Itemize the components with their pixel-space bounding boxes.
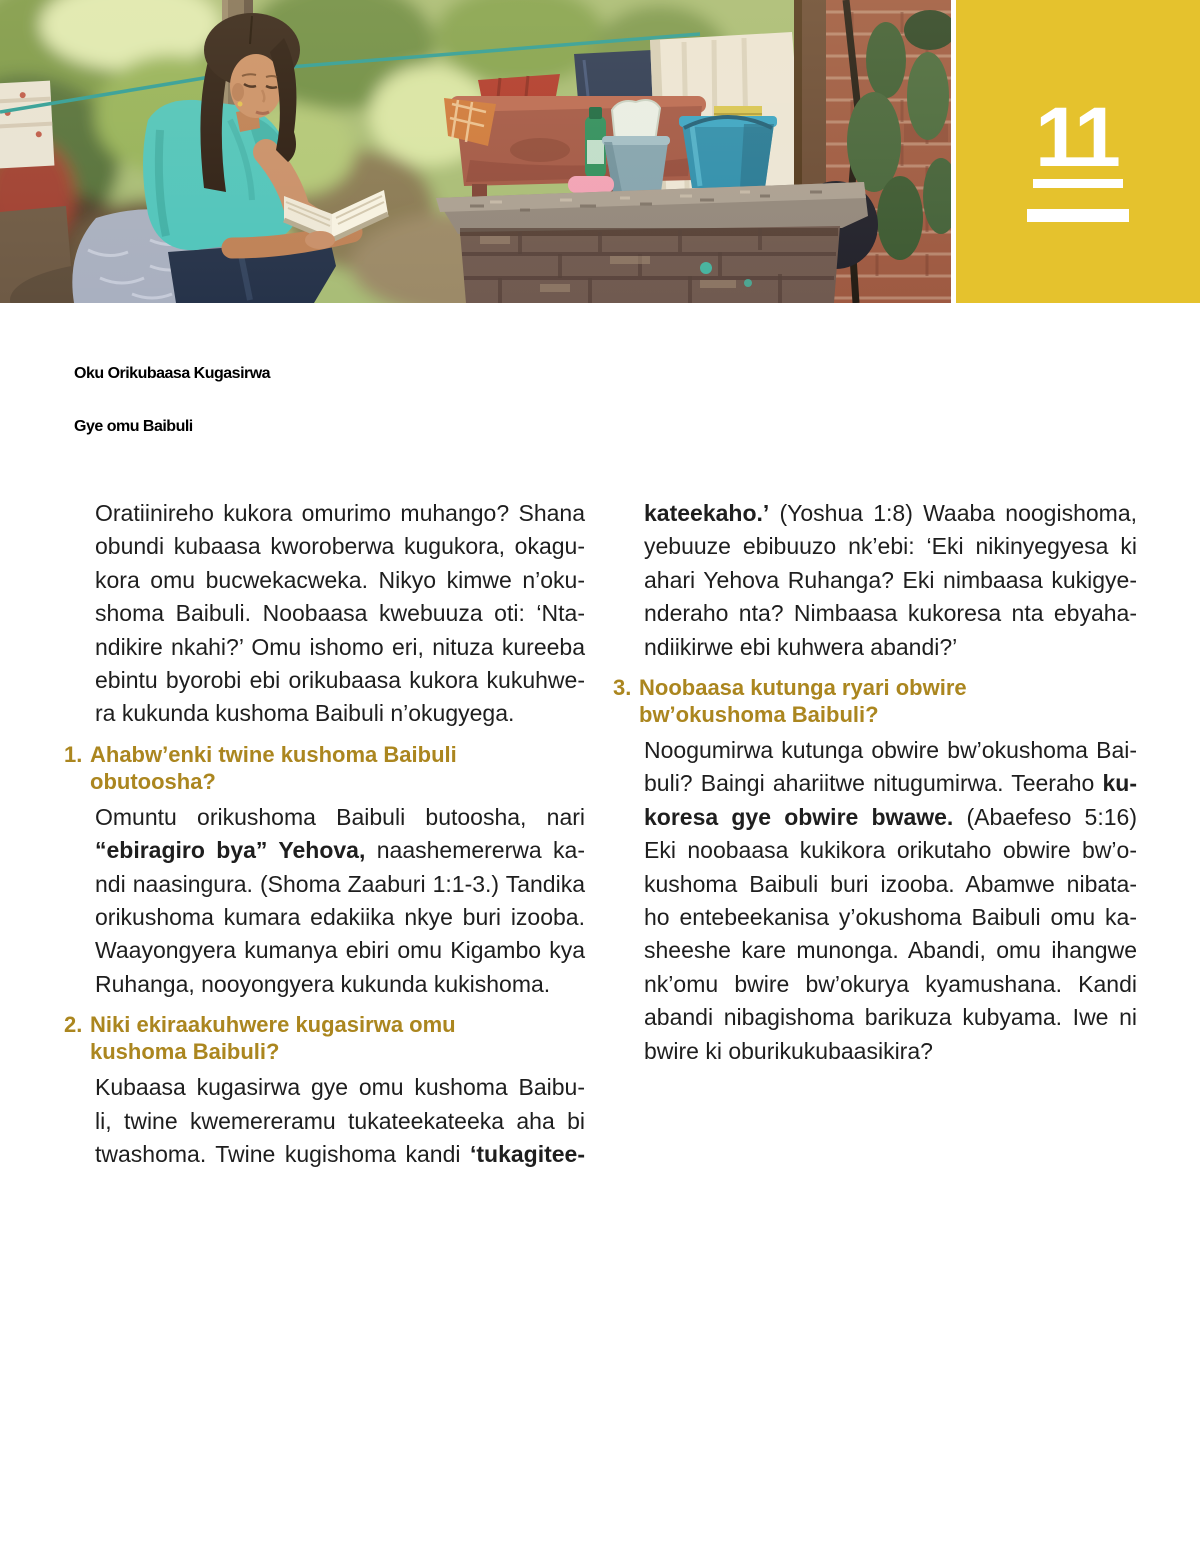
paragraph-line: koresa gye obwire bwawe. (Abaefeso 5:16) (644, 803, 1137, 830)
paragraph-line: Oratiinireho kukora omurimo muhango? Shana (95, 500, 585, 526)
page-title-line-2: Gye omu Baibuli (74, 418, 193, 435)
paragraph-line: ra kukunda kushoma Baibuli n’okugyega. (95, 700, 515, 727)
paragraph-line: Noogumirwa kutunga obwire bw’okushoma Bai- (644, 737, 1137, 764)
body-paragraph (64, 801, 585, 1001)
paragraph-line: Waayongyera kumanya ebiri omu Kigambo kya (95, 937, 585, 964)
paragraph-line: Kubaasa kugasirwa gye omu kushoma Baibu- (95, 1074, 585, 1101)
text-column-left (64, 497, 585, 1172)
paragraph-line: ndi naasingura. (Shoma Zaaburi 1:1-3.) Tandika (95, 870, 585, 897)
paragraph-line: ho entebeekanisa y’okushoma Baibuli omu ka- (644, 904, 1137, 931)
paragraph-line: Omuntu orikushoma Baibuli butoosha, nari (95, 803, 585, 830)
page-title-line-1: Oku Orikubaasa Kugasirwa (74, 365, 271, 382)
lesson-number-block (956, 0, 1200, 303)
paragraph-line: kateekaho.’ (Yoshua 1:8) Waaba noogishoma, (644, 500, 1137, 526)
page-title (74, 347, 270, 453)
body-paragraph (613, 734, 1137, 1068)
paragraph-line: “ebiragiro bya” Yehova, naashemererwa ka- (95, 837, 585, 864)
paragraph-line: bwire ki oburikukubaasikira? (644, 1037, 933, 1064)
question-heading-3 (613, 674, 1137, 728)
body-paragraph (64, 497, 585, 731)
paragraph-line: nderaho nta? Nimbaasa kukoresa nta ebyaha- (644, 600, 1137, 627)
paragraph-line: buli? Baingi ahariitwe nitugumirwa. Teeraho ku- (644, 770, 1137, 797)
body-paragraph (64, 1071, 585, 1171)
paragraph-line: kushoma Baibuli buri izooba. Abamwe nibata- (644, 870, 1137, 897)
paragraph-line: ndiikirwe ebi kuhwera abandi?’ (644, 633, 958, 660)
question-text: Noobaasa kutunga ryari obwire bw’okushoma Baibuli? (639, 675, 967, 728)
paragraph-line: nk’omu bwire bw’okurya kyamushana. Kandi (644, 970, 1137, 997)
paragraph-line: shoma Baibuli. Noobaasa kwebuuza oti: ‘Nta- (95, 600, 585, 627)
paragraph-line: abandi nibagishoma barikuza kubyama. Iwe ni (644, 1004, 1137, 1031)
paragraph-line: ahari Yehova Ruhanga? Eki nimbaasa kukigye- (644, 566, 1137, 593)
paragraph-line: Eki noobaasa kukikora orikutaho obwire bw’o- (644, 837, 1137, 864)
paragraph-line: li, twine kwemereramu tukateekateeka aha bi (95, 1107, 585, 1134)
paragraph-line: ndikire nkahi?’ Omu ishomo eri, nituza kureeba (95, 633, 585, 660)
hero-photo (0, 0, 951, 303)
body-paragraph (613, 497, 1137, 664)
paragraph-line: obundi kubaasa kworoberwa kugukora, okagu- (95, 533, 585, 560)
lesson-number-rule (1027, 209, 1129, 222)
paragraph-line: orikushoma kumara edakiika nkye buri izooba. (95, 904, 585, 931)
paragraph-line: sheeshe kare munonga. Abandi, omu ihangwe (644, 937, 1137, 964)
question-heading-2 (64, 1011, 585, 1065)
question-text: Ahabw’enki twine kushoma Baibuli obutoosha? (90, 741, 457, 794)
question-heading-1 (64, 741, 585, 795)
paragraph-line: yebuuze ebibuuzo nk’ebi: ‘Eki nikinyegyesa ki (644, 533, 1137, 560)
question-number: 2. (64, 1012, 83, 1038)
paragraph-line: Ruhanga, nooyongyera kukunda kukishoma. (95, 970, 551, 997)
paragraph-line: twashoma. Twine kugishoma kandi ‘tukagitee- (95, 1141, 585, 1168)
paragraph-line: kora omu bucwekacweka. Nikyo kimwe n’oku- (95, 566, 585, 593)
lesson-number: 11 (1033, 105, 1123, 188)
paragraph-line: ebintu byorobi ebi orikubaasa kukora kukuhwe- (95, 667, 585, 694)
question-number: 3. (613, 675, 632, 701)
text-column-right (613, 497, 1137, 1068)
question-text: Niki ekiraakuhwere kugasirwa omu kushoma Baibuli? (90, 1012, 456, 1065)
question-number: 1. (64, 741, 83, 767)
